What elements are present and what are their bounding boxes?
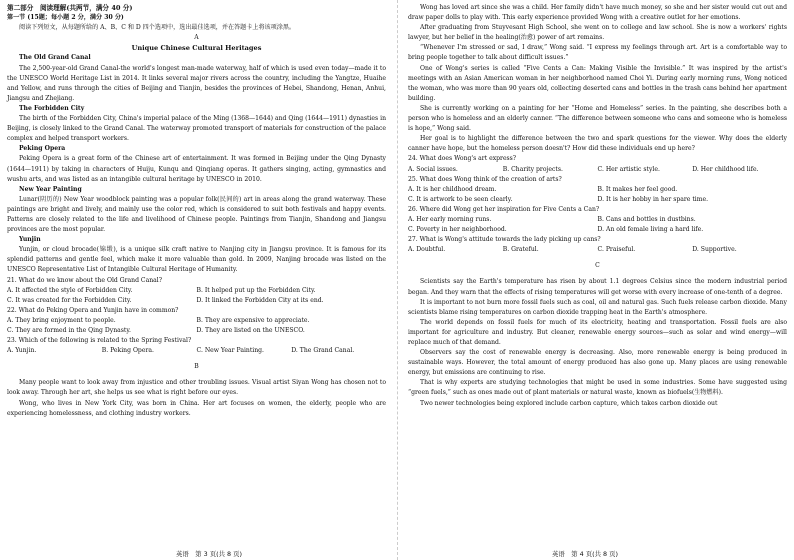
option-b: B. Cans and bottles in dustbins. xyxy=(597,215,696,223)
option-d: D. Supportive. xyxy=(692,246,737,254)
question-25: 25. What does Wong think of the creation of arts? xyxy=(408,175,562,183)
page-footer-right: 英语 第 4 页(共 8 页) xyxy=(552,550,618,558)
paragraph-b-6: One of Wong's series is called “Five Cents a Can: Making Visible the Invisible.” It was inspired by the artist's meetings with an Asian American woman in her neighborhood named Choi Yi. During early morning runs, Wong noticed the woman, who was more than 90 years old, collecting deserted cans and bottles in the trash cans behind her apartment building. xyxy=(408,64,787,102)
option-b: B. It makes her feel good. xyxy=(597,185,678,193)
paragraph-b-5: “Whenever I'm stressed or sad, I draw,” Wong said. “I express my feelings through art. Art is a comfortable way to bring people together to talk about difficult issues.” xyxy=(408,44,787,62)
question-24-options xyxy=(408,165,787,175)
right-page-column xyxy=(408,3,787,409)
option-a: A. Doubtful. xyxy=(408,246,446,254)
question-23: 23. Which of the following is related to the Spring Festival? xyxy=(7,337,192,345)
option-c: C. New Year Painting. xyxy=(196,347,264,355)
paragraph-peking-opera: Peking Opera is a great form of the Chinese art of entertainment. It was formed in Beijing under the Qing Dynasty (1644—1911) by taking in characters of Huiju, Kunqu and Qinqiang operas. It gathers singing, acting, gymnastics and wushu arts, and was listed as an intangible cultural heritage by UNESCO in 2010. xyxy=(7,155,386,183)
paragraph-c-6: Two newer technologies being explored include carbon capture, which takes carbon dioxide out xyxy=(420,399,718,407)
question-26-options xyxy=(408,215,787,235)
question-24: 24. What does Wong's art express? xyxy=(408,155,517,163)
paragraph-b-7: She is currently working on a painting for her “Home and Homeless” series. In the painting, she describes both a person who is homeless and an elderly canner. “The difference between someone who cans and someone who is homeless is hope,” Wong said. xyxy=(408,104,787,133)
paragraph-c-5: That is why experts are studying technologies that might be used in some industries. Some have suggested using “green fuels,” such as ones made out of plant materials or natural waste, known as biofuels(生物燃料). xyxy=(408,379,787,397)
paragraph-grand-canal: The 2,500-year-old Grand Canal-the world's longest man-made waterway, half of which is used even today—made it to the UNESCO World Heritage List in 2014. It links several major rivers across the country, including the Yangtze, Huaihe and Yellow, and runs through the cities of Beijing and Tianjin, besides the provinces of Hebei, Shandong, Henan, Anhui, Jiangsu and Zhejiang. xyxy=(7,64,386,102)
instructions: 阅读下列短文，从每题所给的 A、B、C 和 D 四个选项中，选出最佳选项，并在答题卡上将该项涂黑。 xyxy=(19,24,296,32)
option-c: C. Praiseful. xyxy=(597,246,636,254)
question-27-options xyxy=(408,245,787,255)
question-22-options xyxy=(7,316,386,336)
option-d: D. The Grand Canal. xyxy=(291,347,355,355)
option-a: A. Social issues. xyxy=(408,165,458,173)
option-a: A. They bring enjoyment to people. xyxy=(7,316,116,324)
paragraph-b-4: After graduating from Stuyvesant High School, she went on to college and law school. She is now a workers' rights lawyer, but her belief in the healing(治愈) power of art remains. xyxy=(408,24,787,42)
option-b: B. Charity projects. xyxy=(502,165,563,173)
question-26: 26. Where did Wong get her inspiration for Five Cents a Can? xyxy=(408,205,600,213)
option-c: C. They are formed in the Qing Dynasty. xyxy=(7,327,131,334)
question-21: 21. What do we know about the Old Grand Canal? xyxy=(7,276,162,284)
paragraph-c-4: Observers say the cost of renewable energy is decreasing. Also, more renewable energy is being produced in sustainable ways. However, the total amount of energy produced has also gone up. Many places are using renewable energy, but emissions are continuing to rise. xyxy=(408,349,787,377)
page-footer-left: 英语 第 3 页(共 8 页) xyxy=(176,550,242,558)
heading-yunjin: Yunjin xyxy=(19,236,41,244)
paragraph-new-year-painting: Lunar(阴历的) New Year woodblock painting was a popular folk(民间的) art in areas along the grand waterway. These paintings are bright and lively, and mainly use the color red, which is considered to suit both festivals and happy events. Patterns are closely related to the life and livelihood of Chinese people. Paintings from Tianjin, Shandong and Jiangsu provinces are the most popular. xyxy=(7,195,386,234)
option-a: A. It affected the style of Forbidden City. xyxy=(7,286,133,294)
option-b: B. It helped put up the Forbidden City. xyxy=(196,286,316,294)
option-a: A. Yunjin. xyxy=(7,347,37,355)
heading-peking-opera: Peking Opera xyxy=(19,145,66,153)
option-d: D. They are listed on the UNESCO. xyxy=(196,327,305,334)
option-a: A. Her early morning runs. xyxy=(408,215,492,223)
option-d: D. An old female living a hard life. xyxy=(597,226,704,234)
question-27: 27. What is Wong's attitude towards the lady picking up cans? xyxy=(408,236,601,244)
question-23-options xyxy=(7,346,386,356)
option-c: C. It was created for the Forbidden City. xyxy=(7,296,132,304)
paragraph-b-2: Wong, who lives in New York City, was born in China. Her art focuses on women, the elderly, people who are experiencing homelessness, and clothing industry workers. xyxy=(7,399,386,417)
heading-new-year-painting: New Year Painting xyxy=(19,185,82,193)
question-22: 22. What do Peking Opera and Yunjin have in common? xyxy=(7,306,179,314)
question-21-options xyxy=(7,286,386,306)
section-header: 第一节 (15题；每小题 2 分，满分 30 分) xyxy=(7,14,124,22)
option-a: A. It is her childhood dream. xyxy=(408,185,497,193)
option-c: C. Her artistic style. xyxy=(597,165,660,173)
option-c: C. It is artwork to be seen clearly. xyxy=(408,195,513,203)
option-d: D. Her childhood life. xyxy=(692,165,759,173)
paragraph-b-3: Wong has loved art since she was a child. Her family didn't have much money, so she and her sister would cut out and draw paper dolls to play with. This early experience provided Wong with a creative outlet for her emotions. xyxy=(408,4,787,22)
option-c: C. Poverty in her neighborhood. xyxy=(408,226,507,234)
paragraph-b-8: Her goal is to highlight the difference between the two and spark questions for the viewer. Why does the elderly canner have hope, but the homeless person doesn't? How did these individuals end up here? xyxy=(408,135,787,153)
passage-a-title: Unique Chinese Cultural Heritages xyxy=(131,44,262,53)
option-b: B. They are expensive to appreciate. xyxy=(196,316,310,324)
paragraph-forbidden-city: The birth of the Forbidden City, China's imperial palace of the Ming (1368—1644) and Qing (1644—1911) dynasties in Beijing, is closely linked to the Grand Canal. The waterway promoted transport of materials for construction of the palace complex and helped transport workers. xyxy=(7,115,386,143)
paragraph-c-3: The world depends on fossil fuels for much of its electricity, heating and transportation. Fossil fuels are also important for agriculture and industry. But cleaner, renewable energy sources—such as solar and wind energy—will replace much of that demand. xyxy=(408,318,787,346)
paragraph-yunjin: Yunjin, or cloud brocade(锦缎), is a unique silk craft native to Nanjing city in Jiangsu province. It is famous for its splendid patterns and gentle feel, which make it more valuable than gold. In 2009, Nanjing brocade was listed on the UNESCO Representative List of Intangible Cultural Heritage of Humanity. xyxy=(7,246,386,274)
option-b: B. Peking Opera. xyxy=(101,347,154,355)
option-b: B. Grateful. xyxy=(502,246,539,254)
option-d: D. It is her hobby in her spare time. xyxy=(597,195,709,203)
part-header: 第二部分 阅读理解(共两节，满分 40 分) xyxy=(7,4,133,12)
heading-grand-canal: The Old Grand Canal xyxy=(19,54,91,62)
option-d: D. It linked the Forbidden City at its end. xyxy=(196,296,324,304)
paragraph-c-1: Scientists say the Earth's temperature has risen by about 1.1 degrees Celsius since the modern industrial period began. And they warn that the effects of rising temperatures will get worse with every increase of one-tenth of a degree. xyxy=(408,278,787,296)
paragraph-c-2: It is important to not burn more fossil fuels such as coal, oil and natural gas. Such fuels release carbon dioxide. Many scientists blame rising temperatures on carbon dioxide trapping heat in the Earth's atmosphere. xyxy=(408,298,787,316)
left-page-column xyxy=(7,3,386,419)
passage-b-label: B xyxy=(194,363,199,371)
passage-a-label: A xyxy=(194,34,199,42)
paragraph-b-1: Many people want to look away from injustice and other troubling issues. Visual artist Siyan Wong has chosen not to look away. Through her art, she helps us see what is right before our eyes. xyxy=(7,379,386,397)
heading-forbidden-city: The Forbidden City xyxy=(19,104,85,112)
page-divider xyxy=(397,0,398,560)
question-25-options xyxy=(408,185,787,205)
passage-c-label: C xyxy=(595,262,600,270)
